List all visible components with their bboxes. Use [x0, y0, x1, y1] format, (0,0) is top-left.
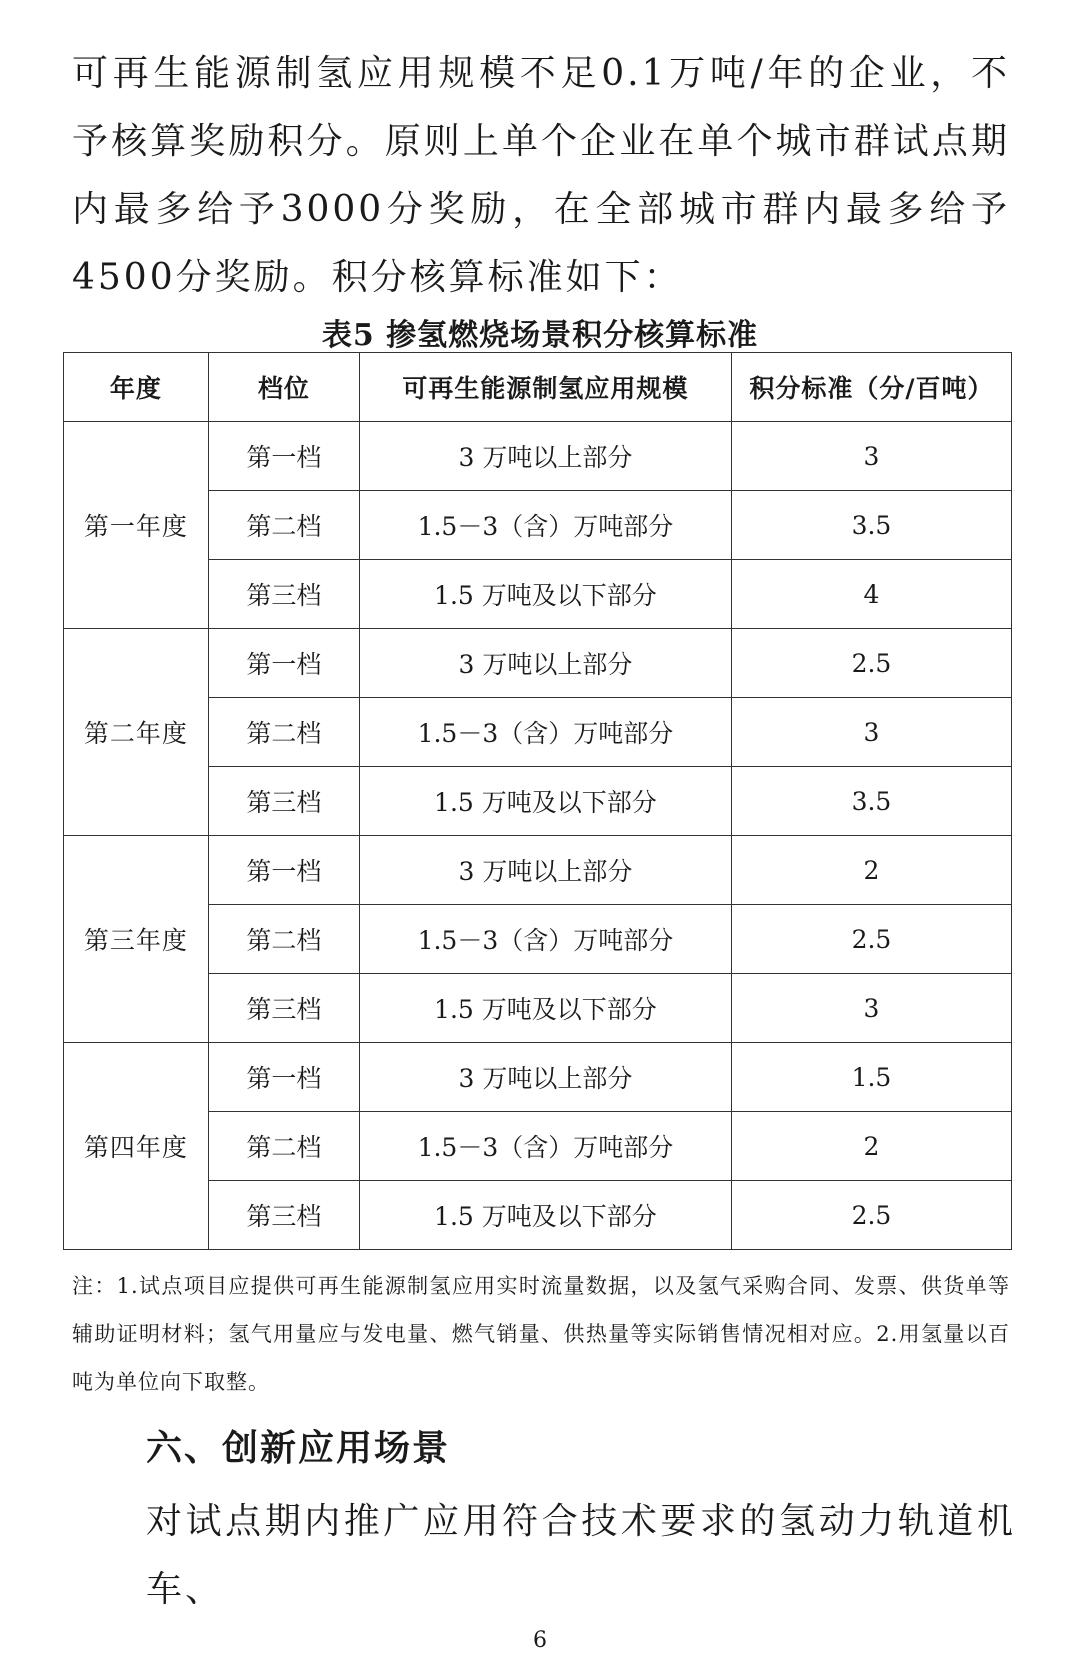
tier-cell: 第三档: [208, 767, 359, 836]
scale-cell: 3 万吨以上部分: [359, 1043, 731, 1112]
score-cell: 3.5: [731, 491, 1011, 560]
tier-cell: 第一档: [208, 836, 359, 905]
scale-cell: 3 万吨以上部分: [359, 836, 731, 905]
tier-cell: 第一档: [208, 422, 359, 491]
intro-paragraph: 可再生能源制氢应用规模不足0.1万吨/年的企业，不予核算奖励积分。原则上单个企业在单个城市群试点期内最多给予3000分奖励，在全部城市群内最多给予4500分奖励。积分核算标准如下：: [72, 53, 1010, 298]
scale-cell: 1.5 万吨及以下部分: [359, 560, 731, 629]
tier-cell: 第二档: [208, 905, 359, 974]
tier-cell: 第三档: [208, 974, 359, 1043]
table-row: [64, 836, 1012, 905]
section-heading: 六、创新应用场景: [146, 1427, 451, 1469]
year-cell: 第一年度: [64, 422, 209, 629]
table-row: [64, 1043, 1012, 1112]
tier-cell: 第二档: [208, 491, 359, 560]
scale-cell: 3 万吨以上部分: [359, 629, 731, 698]
tier-cell: 第三档: [208, 560, 359, 629]
score-cell: 1.5: [731, 1043, 1011, 1112]
year-cell: 第二年度: [64, 629, 209, 836]
scale-cell: 1.5－3（含）万吨部分: [359, 1112, 731, 1181]
score-cell: 2.5: [731, 629, 1011, 698]
score-cell: 3.5: [731, 767, 1011, 836]
tier-cell: 第二档: [208, 1112, 359, 1181]
year-cell: 第三年度: [64, 836, 209, 1043]
table-note: 注：1.试点项目应提供可再生能源制氢应用实时流量数据，以及氢气采购合同、发票、供货单等辅助证明材料；氢气用量应与发电量、燃气销量、供热量等实际销售情况相对应。2.用氢量以百吨为单位向下取整。: [72, 1274, 1010, 1394]
page-number: 6: [533, 1628, 547, 1653]
tier-cell: 第一档: [208, 1043, 359, 1112]
score-table: [63, 352, 1012, 1250]
score-cell: 2.5: [731, 905, 1011, 974]
tier-cell: 第二档: [208, 698, 359, 767]
scale-cell: 3 万吨以上部分: [359, 422, 731, 491]
score-cell: 2.5: [731, 1181, 1011, 1250]
body-paragraph: 对试点期内推广应用符合技术要求的氢动力轨道机车、: [146, 1501, 1016, 1610]
scale-cell: 1.5 万吨及以下部分: [359, 767, 731, 836]
header-tier: 档位: [208, 353, 359, 422]
scale-cell: 1.5 万吨及以下部分: [359, 974, 731, 1043]
scale-cell: 1.5－3（含）万吨部分: [359, 491, 731, 560]
score-cell: 3: [731, 422, 1011, 491]
tier-cell: 第三档: [208, 1181, 359, 1250]
year-cell: 第四年度: [64, 1043, 209, 1250]
score-cell: 3: [731, 698, 1011, 767]
scale-cell: 1.5－3（含）万吨部分: [359, 698, 731, 767]
header-score: 积分标准（分/百吨）: [731, 353, 1011, 422]
scale-cell: 1.5－3（含）万吨部分: [359, 905, 731, 974]
score-cell: 2: [731, 836, 1011, 905]
table-row: [64, 422, 1012, 491]
score-cell: 3: [731, 974, 1011, 1043]
score-cell: 2: [731, 1112, 1011, 1181]
score-cell: 4: [731, 560, 1011, 629]
scale-cell: 1.5 万吨及以下部分: [359, 1181, 731, 1250]
table-header-row: [64, 353, 1012, 422]
tier-cell: 第一档: [208, 629, 359, 698]
header-scale: 可再生能源制氢应用规模: [359, 353, 731, 422]
table-title: 表5 掺氢燃烧场景积分核算标准: [321, 318, 759, 353]
table-row: [64, 629, 1012, 698]
header-year: 年度: [64, 353, 209, 422]
